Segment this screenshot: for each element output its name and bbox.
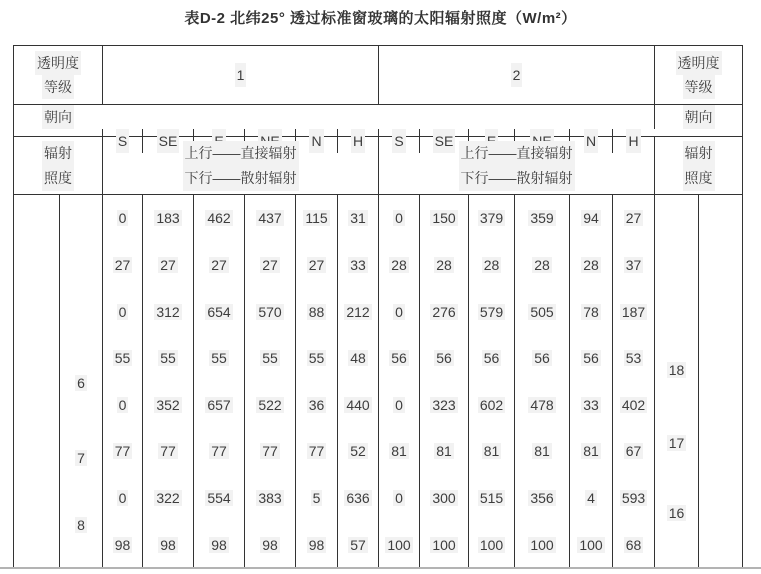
cell-value: 27: [308, 256, 325, 273]
cell-value: 212: [346, 303, 370, 320]
cell-g1-s-r5: [102, 382, 142, 429]
cell-g1-s-r1: [102, 195, 142, 242]
right-edge-column: [698, 195, 742, 568]
hour-label-text: 16: [668, 505, 685, 521]
cell-g2-s-r2: [378, 242, 419, 289]
cell-value: 98: [262, 536, 278, 553]
transparency-label-line2: 等级: [683, 75, 715, 99]
cell-value: 31: [350, 210, 366, 227]
orientation-header-right: 朝向: [654, 105, 742, 129]
cell-value: 187: [621, 303, 646, 320]
cell-value: 0: [118, 490, 127, 507]
note-direct: 上行——直接辐射: [183, 141, 299, 166]
cell-value: 56: [583, 350, 599, 367]
header-row-orientation: [14, 105, 742, 149]
header-row-radiation: [14, 137, 742, 195]
note-diffuse: 下行——散射辐射: [459, 166, 575, 191]
cell-value: 28: [391, 256, 407, 273]
cell-value: 5: [312, 490, 321, 507]
cell-g2-se-r4: [419, 335, 468, 382]
cell-g2-n-r1: [569, 195, 612, 242]
cell-value: 100: [530, 536, 554, 553]
cell-value: 379: [479, 210, 504, 227]
note-direct: 上行——直接辐射: [459, 141, 575, 166]
cell-g1-n-r4: [295, 335, 337, 382]
cell-g2-n-r4: [569, 335, 612, 382]
cell-g2-se-r8: [419, 521, 468, 568]
cell-value: 77: [308, 443, 325, 460]
radiation-table: [13, 45, 743, 568]
cell-value: 55: [114, 350, 131, 367]
cell-value: 478: [530, 396, 554, 413]
cell-g1-h-r6: [337, 428, 378, 475]
cell-g1-ne-r6: [244, 428, 295, 475]
cell-g1-h-r4: [337, 335, 378, 382]
cell-value: 0: [118, 210, 127, 227]
cell-g1-n-r8: [295, 521, 337, 568]
cell-value: 402: [621, 396, 646, 413]
cell-g1-se-r8: [142, 521, 193, 568]
cell-value: 48: [350, 350, 366, 367]
radiation-label-line1: 辐射: [42, 141, 74, 166]
cell-value: 56: [391, 350, 407, 367]
cell-g2-h-r2: [612, 242, 654, 289]
cell-g2-e-r2: [468, 242, 514, 289]
cell-value: 0: [395, 490, 403, 507]
cell-g2-s-r7: [378, 475, 419, 522]
hour-label-text: 8: [77, 517, 85, 533]
cell-g2-se-r2: [419, 242, 468, 289]
cell-g2-n-r3: [569, 288, 612, 335]
cell-value: 27: [625, 210, 642, 227]
cell-g1-e-r5: [193, 382, 244, 429]
cell-value: 55: [160, 350, 176, 367]
cell-g1-ne-r7: [244, 475, 295, 522]
grade-2-header: 2: [378, 46, 654, 104]
hour-column-left: [59, 195, 102, 568]
cell-g2-n-r6: [569, 428, 612, 475]
cell-value: 88: [308, 303, 325, 320]
cell-value: 0: [118, 303, 127, 320]
cell-value: 654: [207, 303, 231, 320]
cell-g1-s-r4: [102, 335, 142, 382]
cell-value: 94: [583, 210, 599, 227]
cell-value: 67: [625, 443, 642, 460]
cell-value: 554: [207, 490, 231, 507]
cell-g2-h-r4: [612, 335, 654, 382]
cell-value: 100: [432, 536, 456, 553]
cell-value: 0: [395, 396, 403, 413]
cell-value: 33: [350, 256, 366, 273]
cell-value: 28: [436, 256, 452, 273]
radiation-label-line2: 照度: [42, 166, 74, 191]
cell-value: 52: [350, 443, 366, 460]
hour-label-8: [60, 517, 102, 533]
cell-value: 505: [530, 303, 554, 320]
cell-value: 100: [579, 536, 603, 553]
cell-value: 81: [583, 443, 599, 460]
cell-g2-e-r1: [468, 195, 514, 242]
cell-g2-h-r1: [612, 195, 654, 242]
cell-g1-s-r3: [102, 288, 142, 335]
cell-value: 383: [258, 490, 282, 507]
table-body: [14, 195, 742, 568]
cell-g1-se-r2: [142, 242, 193, 289]
cell-g1-ne-r8: [244, 521, 295, 568]
cell-value: 579: [479, 303, 504, 320]
cell-value: 98: [160, 536, 176, 553]
cell-g1-ne-r1: [244, 195, 295, 242]
cell-g1-n-r7: [295, 475, 337, 522]
cell-g1-h-r8: [337, 521, 378, 568]
cell-g1-h-r2: [337, 242, 378, 289]
orientation-label: H: [626, 129, 640, 153]
cell-g2-e-r7: [468, 475, 514, 522]
direct-diffuse-note-grade2: [378, 137, 654, 194]
cell-g2-s-r1: [378, 195, 419, 242]
cell-g2-se-r1: [419, 195, 468, 242]
cell-value: 0: [118, 396, 127, 413]
cell-value: 55: [211, 350, 227, 367]
cell-value: 602: [479, 396, 504, 413]
cell-value: 0: [395, 210, 403, 227]
cell-value: 300: [432, 490, 456, 507]
cell-value: 55: [308, 350, 325, 367]
cell-g2-ne-r1: [514, 195, 569, 242]
cell-g1-n-r3: [295, 288, 337, 335]
cell-value: 81: [391, 443, 407, 460]
cell-value: 183: [156, 210, 180, 227]
cell-g1-se-r7: [142, 475, 193, 522]
cell-value: 77: [262, 443, 278, 460]
hour-label-text: 18: [668, 362, 685, 378]
transparency-label-line1: 透明度: [676, 51, 722, 75]
cell-g2-h-r3: [612, 288, 654, 335]
cell-value: 53: [625, 350, 642, 367]
cell-g2-se-r5: [419, 382, 468, 429]
cell-g2-ne-r6: [514, 428, 569, 475]
cell-value: 0: [395, 303, 403, 320]
cell-value: 98: [308, 536, 325, 553]
cell-g2-n-r7: [569, 475, 612, 522]
cell-value: 98: [114, 536, 131, 553]
cell-value: 55: [262, 350, 278, 367]
hour-column-right: [654, 195, 698, 568]
cell-value: 81: [534, 443, 550, 460]
cell-value: 56: [534, 350, 550, 367]
cell-value: 276: [432, 303, 456, 320]
cell-g2-e-r4: [468, 335, 514, 382]
cell-g2-se-r3: [419, 288, 468, 335]
header-row-transparency-grade: [14, 46, 742, 105]
cell-value: 33: [583, 396, 599, 413]
cell-g1-s-r7: [102, 475, 142, 522]
cell-g1-h-r3: [337, 288, 378, 335]
hour-label-7: [60, 450, 102, 466]
cell-g2-n-r8: [569, 521, 612, 568]
cell-g2-n-r2: [569, 242, 612, 289]
orientation-header-left: 朝向: [14, 105, 102, 129]
cell-g1-se-r5: [142, 382, 193, 429]
cell-g2-s-r4: [378, 335, 419, 382]
cell-value: 77: [160, 443, 176, 460]
cell-g1-e-r6: [193, 428, 244, 475]
cell-value: 56: [436, 350, 452, 367]
cell-value: 27: [211, 256, 227, 273]
direct-diffuse-note-grade1: [102, 137, 378, 194]
cell-g1-n-r2: [295, 242, 337, 289]
cell-value: 28: [583, 256, 599, 273]
cell-value: 27: [114, 256, 131, 273]
cell-value: 440: [346, 396, 370, 413]
orientation-label: H: [351, 129, 365, 153]
cell-value: 100: [479, 536, 504, 553]
cell-g2-h-r8: [612, 521, 654, 568]
hour-label-17: [655, 435, 698, 451]
cell-g1-n-r1: [295, 195, 337, 242]
cell-value: 36: [308, 396, 325, 413]
hour-label-text: 6: [77, 375, 85, 391]
cell-value: 81: [483, 443, 500, 460]
cell-value: 78: [583, 303, 599, 320]
cell-value: 636: [346, 490, 370, 507]
orientation-label: N: [584, 129, 598, 153]
transparency-grade-header-left: [14, 46, 102, 104]
orientation-label: SE: [157, 129, 180, 153]
cell-value: 356: [530, 490, 554, 507]
transparency-grade-header-right: [654, 46, 742, 104]
cell-g2-e-r8: [468, 521, 514, 568]
cell-g1-se-r1: [142, 195, 193, 242]
cell-value: 28: [534, 256, 550, 273]
cell-value: 462: [207, 210, 231, 227]
cell-value: 150: [432, 210, 456, 227]
cell-value: 352: [156, 396, 180, 413]
cell-value: 323: [432, 396, 456, 413]
radiation-header-right: [654, 137, 742, 194]
cell-value: 27: [160, 256, 176, 273]
cell-g2-h-r7: [612, 475, 654, 522]
cell-value: 593: [621, 490, 646, 507]
cell-g1-e-r3: [193, 288, 244, 335]
cell-g2-h-r6: [612, 428, 654, 475]
cell-value: 115: [305, 210, 328, 227]
cell-g1-n-r5: [295, 382, 337, 429]
cell-value: 4: [587, 490, 595, 507]
cell-g2-s-r3: [378, 288, 419, 335]
cell-g1-s-r6: [102, 428, 142, 475]
cell-g1-ne-r5: [244, 382, 295, 429]
cell-value: 77: [211, 443, 227, 460]
cell-g2-se-r6: [419, 428, 468, 475]
cell-g1-h-r7: [337, 475, 378, 522]
cell-g1-e-r4: [193, 335, 244, 382]
cell-value: 100: [387, 536, 411, 553]
radiation-label-line2: 照度: [683, 166, 715, 191]
cell-value: 56: [483, 350, 500, 367]
cell-value: 37: [625, 256, 642, 273]
cell-g2-s-r5: [378, 382, 419, 429]
orientation-label: N: [309, 129, 323, 153]
cell-g2-se-r7: [419, 475, 468, 522]
cell-g2-n-r5: [569, 382, 612, 429]
cell-g1-e-r2: [193, 242, 244, 289]
transparency-label-line1: 透明度: [35, 51, 81, 75]
bottom-separator: [0, 567, 761, 569]
cell-value: 27: [262, 256, 278, 273]
cell-g1-s-r8: [102, 521, 142, 568]
cell-g1-ne-r4: [244, 335, 295, 382]
cell-g1-h-r1: [337, 195, 378, 242]
cell-g2-s-r6: [378, 428, 419, 475]
cell-g1-e-r1: [193, 195, 244, 242]
cell-value: 657: [207, 396, 231, 413]
hour-label-6: [60, 375, 102, 391]
cell-value: 28: [483, 256, 500, 273]
hour-label-16: [655, 505, 698, 521]
cell-g2-ne-r4: [514, 335, 569, 382]
cell-g2-e-r5: [468, 382, 514, 429]
cell-g2-ne-r8: [514, 521, 569, 568]
left-edge-column: [14, 195, 59, 568]
cell-g1-h-r5: [337, 382, 378, 429]
grade-1-header: 1: [102, 46, 378, 104]
cell-value: 322: [156, 490, 180, 507]
cell-g1-e-r8: [193, 521, 244, 568]
radiation-header-left: [14, 137, 102, 194]
cell-g2-h-r5: [612, 382, 654, 429]
hour-label-text: 17: [668, 435, 685, 451]
cell-g2-ne-r2: [514, 242, 569, 289]
cell-g2-ne-r3: [514, 288, 569, 335]
cell-g2-ne-r5: [514, 382, 569, 429]
note-diffuse: 下行——散射辐射: [183, 166, 299, 191]
orientation-label: SE: [433, 129, 456, 153]
cell-value: 312: [156, 303, 180, 320]
cell-g1-se-r4: [142, 335, 193, 382]
cell-value: 515: [479, 490, 504, 507]
cell-g2-e-r3: [468, 288, 514, 335]
cell-g1-ne-r3: [244, 288, 295, 335]
orientation-label: S: [116, 129, 129, 153]
cell-g1-se-r6: [142, 428, 193, 475]
hour-label-text: 7: [77, 450, 85, 466]
cell-value: 77: [114, 443, 131, 460]
cell-g1-se-r3: [142, 288, 193, 335]
cell-g1-n-r6: [295, 428, 337, 475]
transparency-label-line2: 等级: [42, 75, 74, 99]
cell-value: 57: [350, 536, 366, 553]
orientation-label: S: [392, 129, 405, 153]
cell-value: 81: [436, 443, 452, 460]
table-title: 表D-2 北纬25° 透过标准窗玻璃的太阳辐射照度（W/m²）: [184, 10, 577, 27]
cell-value: 98: [211, 536, 227, 553]
radiation-label-line1: 辐射: [683, 141, 715, 166]
cell-g1-e-r7: [193, 475, 244, 522]
cell-value: 359: [530, 210, 554, 227]
cell-value: 68: [625, 536, 642, 553]
cell-g2-s-r8: [378, 521, 419, 568]
cell-value: 522: [258, 396, 282, 413]
cell-value: 437: [258, 210, 282, 227]
hour-label-18: [655, 362, 698, 378]
cell-g1-s-r2: [102, 242, 142, 289]
cell-g2-e-r6: [468, 428, 514, 475]
cell-value: 570: [258, 303, 282, 320]
cell-g2-ne-r7: [514, 475, 569, 522]
cell-g1-ne-r2: [244, 242, 295, 289]
